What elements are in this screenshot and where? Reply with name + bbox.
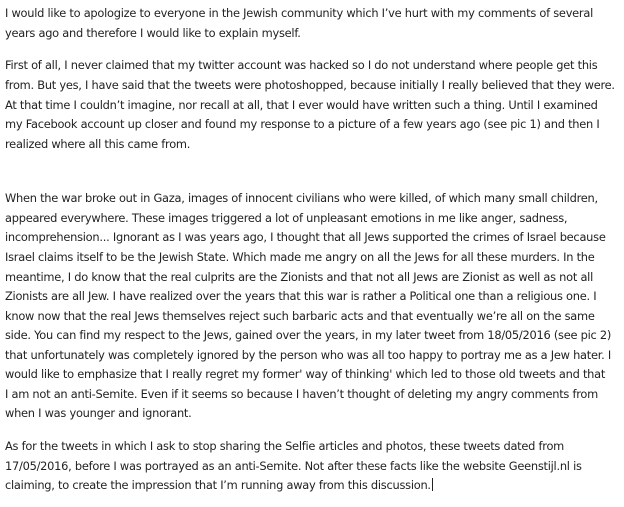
text-line: side. You can find my respect to the Jews, gained over the years, in my later tweet from 18/05/2016 (see pic 2) — [5, 328, 612, 342]
text-line: appeared everywhere. These images triggered a lot of unpleasant emotions in me like anger, sadness, — [5, 211, 568, 225]
text-line: As for the tweets in which I ask to stop sharing the Selfie articles and photos, these tweets dated from — [5, 439, 565, 453]
text-line: when I was younger and ignorant. — [5, 406, 192, 420]
text-line-content: claiming, to create the impression that I’m running away from this discussion. — [5, 478, 431, 492]
text-cursor — [432, 478, 433, 491]
text-line: At that time I couldn’t imagine, nor recall at all, that I ever would have written such a thing. Until I examined — [5, 98, 598, 112]
text-line: I would like to apologize to everyone in the Jewish community which I’ve hurt with my comments of several — [5, 6, 594, 20]
text-line: Zionists are all Jew. I have realized over the years that this war is rather a Political one than a religious one. I — [5, 289, 597, 303]
text-line: Israel claims itself to be the Jewish State. Which made me angry on all the Jews for all these murders. In the — [5, 250, 595, 264]
text-line: incomprehension... Ignorant as I was years ago, I thought that all Jews supported the crimes of Israel because — [5, 230, 606, 244]
text-line: from. But yes, I have said that the tweets were photoshopped, because initially I really believed that they were. — [5, 78, 615, 92]
text-line: my Facebook account up closer and found my response to a picture of a few years ago (see pic 1) and then I — [5, 117, 600, 131]
text-line: I am not an anti-Semite. Even if it seems so because I haven’t thought of deleting my angry comments from — [5, 387, 598, 401]
text-line: that unfortunately was completely ignored by the person who was all too happy to portray me as a Jew hater. I — [5, 348, 611, 362]
text-line: 17/05/2016, before I was portrayed as an anti-Semite. Not after these facts like the website Geenstijl.nl is — [5, 459, 582, 473]
text-line: years ago and therefore I would like to explain myself. — [5, 26, 301, 40]
text-line: realized where all this came from. — [5, 137, 191, 151]
text-line: would like to emphasize that I really regret my former' way of thinking' which led to those old tweets and that — [5, 367, 606, 381]
text-line: First of all, I never claimed that my twitter account was hacked so I do not understand where people get this — [5, 58, 598, 72]
text-line: meantime, I do know that the real culprits are the Zionists and that not all Jews are Zionist as well as not all — [5, 270, 594, 284]
text-line: know now that the real Jews themselves reject such barbaric acts and that eventually we’re all on the same — [5, 309, 595, 323]
text-line-last[interactable] — [5, 478, 433, 492]
text-line: When the war broke out in Gaza, images of innocent civilians who were killed, of which many small children, — [5, 191, 598, 205]
